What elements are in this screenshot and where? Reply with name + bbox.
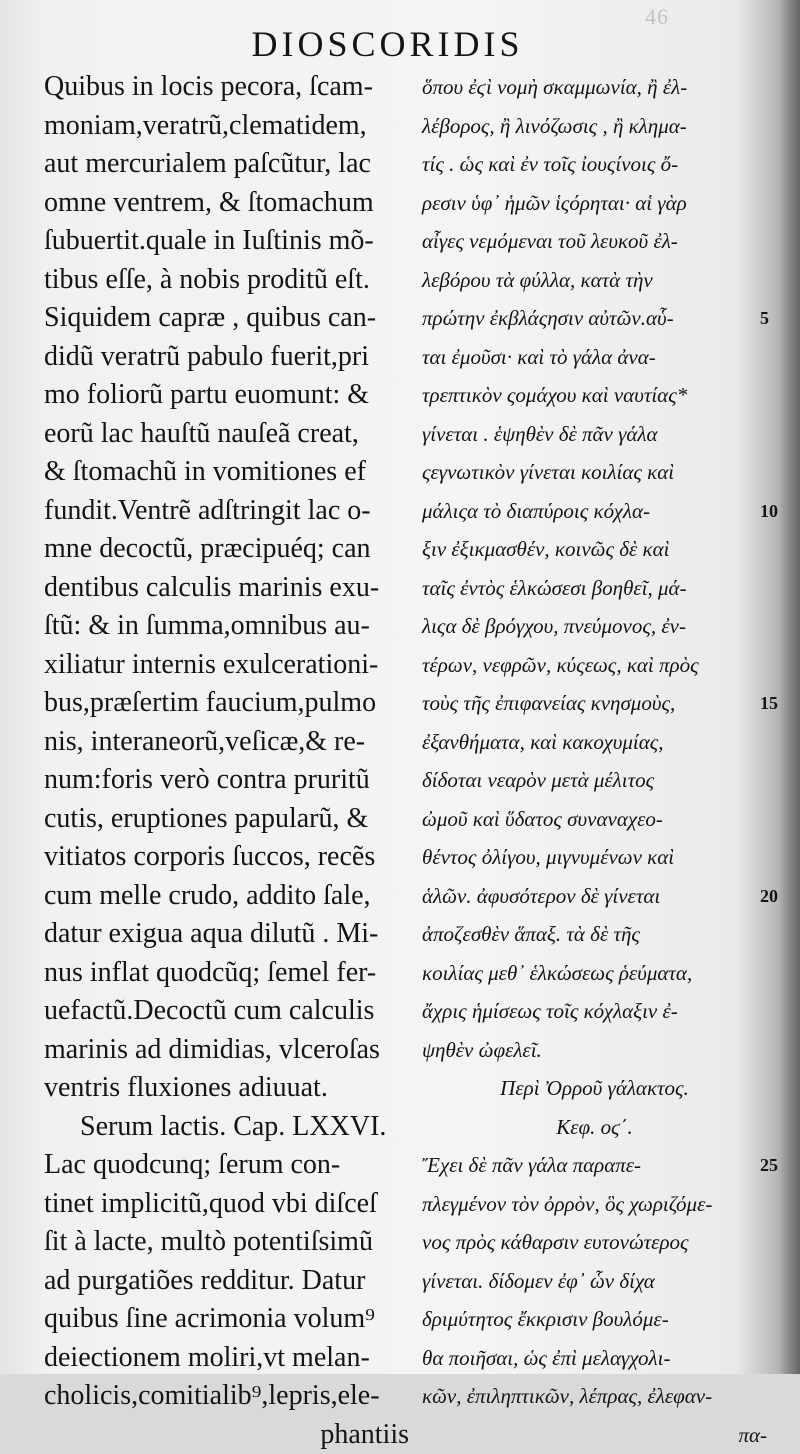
latin-text-line: marinis ad dimidias, vlceroſas bbox=[44, 1031, 409, 1070]
latin-text-line: fundit.Ventrẽ adſtringit lac o- bbox=[44, 492, 409, 531]
greek-text-line: λιςα δὲ βρόγχου, πνεύμονος, ἐν- bbox=[422, 607, 767, 646]
greek-text-line: πλεγμένον τὸν ὀρρὸν, ὃς χωριζόμε- bbox=[422, 1185, 767, 1224]
greek-text-line: ψηθὲν ὠφελεῖ. bbox=[422, 1031, 767, 1070]
greek-text-line: κῶν, ἐπιληπτικῶν, λέπρας, ἐλεφαν- bbox=[422, 1377, 767, 1416]
latin-text-line: eorũ lac hauſtũ nauſeã creat, bbox=[44, 415, 409, 454]
latin-text-line: bus,præſertim faucium,pulmo bbox=[44, 684, 409, 723]
latin-text-line: phantiis bbox=[44, 1416, 409, 1454]
latin-text-line: Lac quodcunq; ſerum con- bbox=[44, 1146, 409, 1185]
margin-line-number: 5 bbox=[760, 299, 800, 338]
greek-text-line: τέρων, νεφρῶν, κύςεως, καὶ πρὸς bbox=[422, 646, 767, 685]
greek-text-line: λεβόρου τὰ φύλλα, κατὰ τὴν bbox=[422, 261, 767, 300]
greek-text-line: θέντος ὀλίγου, μιγνυμένων καὶ bbox=[422, 838, 767, 877]
margin-line-number: 15 bbox=[760, 684, 800, 723]
greek-text-line: ἄχρις ἡμίσεως τοῖς κόχλαξιν ἐ- bbox=[422, 992, 767, 1031]
latin-text-line: tinet implicitũ,quod vbi diſceſ bbox=[44, 1185, 409, 1224]
latin-text-line: cum melle crudo, addito ſale, bbox=[44, 877, 409, 916]
latin-column bbox=[44, 68, 409, 1454]
greek-text-line: ταῖς ἐντὸς ἑλκώσεσι βοηθεῖ, μά- bbox=[422, 569, 767, 608]
latin-text-line: Quibus in locis pecora, ſcam- bbox=[44, 68, 409, 107]
latin-text-line: xiliatur internis exulcerationi- bbox=[44, 646, 409, 685]
latin-text-line: omne ventrem, & ſtomachum bbox=[44, 184, 409, 223]
latin-text-line: uefactũ.Decoctũ cum calculis bbox=[44, 992, 409, 1031]
greek-text-line: ἐξανθήματα, καὶ κακοχυμίας, bbox=[422, 723, 767, 762]
latin-text-line: cutis, eruptiones papularũ, & bbox=[44, 800, 409, 839]
latin-text-line: ventris fluxiones adiuuat. bbox=[44, 1069, 409, 1108]
latin-text-line: nis, interaneorũ,veſicæ,& re- bbox=[44, 723, 409, 762]
greek-text-line: γίνεται . ἑψηθὲν δὲ πᾶν γάλα bbox=[422, 415, 767, 454]
greek-text-line: κοιλίας μεθ᾽ ἑλκώσεως ῥεύματα, bbox=[422, 954, 767, 993]
latin-text-line: ſtũ: & in ſumma,omnibus au- bbox=[44, 607, 409, 646]
latin-text-line: deiectionem moliri,vt melan- bbox=[44, 1339, 409, 1378]
greek-text-line: ὠμοῦ καὶ ὕδατος συναναχεο- bbox=[422, 800, 767, 839]
latin-text-line: vitiatos corporis ſuccos, recẽs bbox=[44, 838, 409, 877]
latin-text-line: datur exigua aqua dilutũ . Mi- bbox=[44, 915, 409, 954]
greek-text-line: ἀποζεσθὲν ἅπαξ. τὰ δὲ τῆς bbox=[422, 915, 767, 954]
greek-text-line: Ἔχει δὲ πᾶν γάλα παραπε- bbox=[422, 1146, 767, 1185]
page-number-ghost: 46 bbox=[645, 4, 669, 30]
greek-text-line: πρώτην ἐκβλάςησιν αὐτῶν.αὗ- bbox=[422, 299, 767, 338]
latin-text-line: ad purgatiões redditur. Datur bbox=[44, 1262, 409, 1301]
latin-text-line: num:foris verò contra pruritũ bbox=[44, 761, 409, 800]
latin-text-line: didũ veratrũ pabulo fuerit,pri bbox=[44, 338, 409, 377]
greek-text-line: μάλιςα τὸ διαπύροις κόχλα- bbox=[422, 492, 767, 531]
greek-text-line: τίς . ὡς καὶ ἐν τοῖς ἰουςίνοις ὄ- bbox=[422, 145, 767, 184]
latin-text-line: & ſtomachũ in vomitiones ef bbox=[44, 453, 409, 492]
running-head: DIOSCORIDIS bbox=[0, 22, 775, 66]
greek-text-line: θα ποιῆσαι, ὡς ἐπὶ μελαγχολι- bbox=[422, 1339, 767, 1378]
greek-text-line: γίνεται. δίδομεν ἐφ᾽ ὧν δίχα bbox=[422, 1262, 767, 1301]
greek-text-line: πα- bbox=[422, 1416, 767, 1454]
greek-text-line: ςεγνωτικὸν γίνεται κοιλίας καὶ bbox=[422, 453, 767, 492]
latin-text-line: Siquidem capræ , quibus can- bbox=[44, 299, 409, 338]
latin-text-line: aut mercurialem paſcũtur, lac bbox=[44, 145, 409, 184]
latin-text-line: nus inflat quodcũq; ſemel fer- bbox=[44, 954, 409, 993]
greek-text-line: νος πρὸς κάθαρσιν ευτονώτερος bbox=[422, 1223, 767, 1262]
greek-text-line: δίδοται νεαρὸν μετὰ μέλιτος bbox=[422, 761, 767, 800]
greek-text-line: ρεσιν ὑφ᾽ ἡμῶν ἱςόρηται· αἱ γὰρ bbox=[422, 184, 767, 223]
latin-text-line: mne decoctũ, præcipuéq; can bbox=[44, 530, 409, 569]
margin-line-number: 20 bbox=[760, 877, 800, 916]
latin-text-line: ſit à lacte, multò potentiſsimũ bbox=[44, 1223, 409, 1262]
latin-text-line: mo foliorũ partu euomunt: & bbox=[44, 376, 409, 415]
page-edge-shadow bbox=[778, 0, 800, 1374]
greek-column bbox=[422, 68, 767, 1454]
latin-text-line: cholicis,comitialib⁹,lepris,ele- bbox=[44, 1377, 409, 1416]
greek-text-line: τοὺς τῆς ἐπιφανείας κνησμοὺς, bbox=[422, 684, 767, 723]
latin-text-line: moniam,veratrũ,clematidem, bbox=[44, 107, 409, 146]
greek-text-line: Περὶ Ὀρροῦ γάλακτος. bbox=[422, 1069, 767, 1108]
greek-text-line: ται ἐμοῦσι· καὶ τὸ γάλα ἀνα- bbox=[422, 338, 767, 377]
greek-text-line: λέβορος, ἢ λινόζωσις , ἢ κλημα- bbox=[422, 107, 767, 146]
latin-text-line: ſubuertit.quale in Iuſtinis mõ- bbox=[44, 222, 409, 261]
latin-text-line: quibus ſine acrimonia volum⁹ bbox=[44, 1300, 409, 1339]
greek-text-line: Κεφ. οϛ΄. bbox=[422, 1108, 767, 1147]
latin-text-line: dentibus calculis marinis exu- bbox=[44, 569, 409, 608]
greek-text-line: τρεπτικὸν ςομάχου καὶ ναυτίας* bbox=[422, 376, 767, 415]
latin-text-line: tibus eſſe, à nobis proditũ eſt. bbox=[44, 261, 409, 300]
greek-text-line: ἁλῶν. ἀφυσότερον δὲ γίνεται bbox=[422, 877, 767, 916]
greek-text-line: αἶγες νεμόμεναι τοῦ λευκοῦ ἐλ- bbox=[422, 222, 767, 261]
greek-text-line: δριμύτητος ἔκκρισιν βουλόμε- bbox=[422, 1300, 767, 1339]
margin-line-number: 25 bbox=[760, 1146, 800, 1185]
latin-text-line: Serum lactis. Cap. LXXVI. bbox=[44, 1108, 409, 1147]
greek-text-line: ξιν ἐξικμασθέν, κοινῶς δὲ καὶ bbox=[422, 530, 767, 569]
margin-line-number: 10 bbox=[760, 492, 800, 531]
greek-text-line: ὅπου ἐϛὶ νομὴ σκαμμωνία, ἢ ἐλ- bbox=[422, 68, 767, 107]
